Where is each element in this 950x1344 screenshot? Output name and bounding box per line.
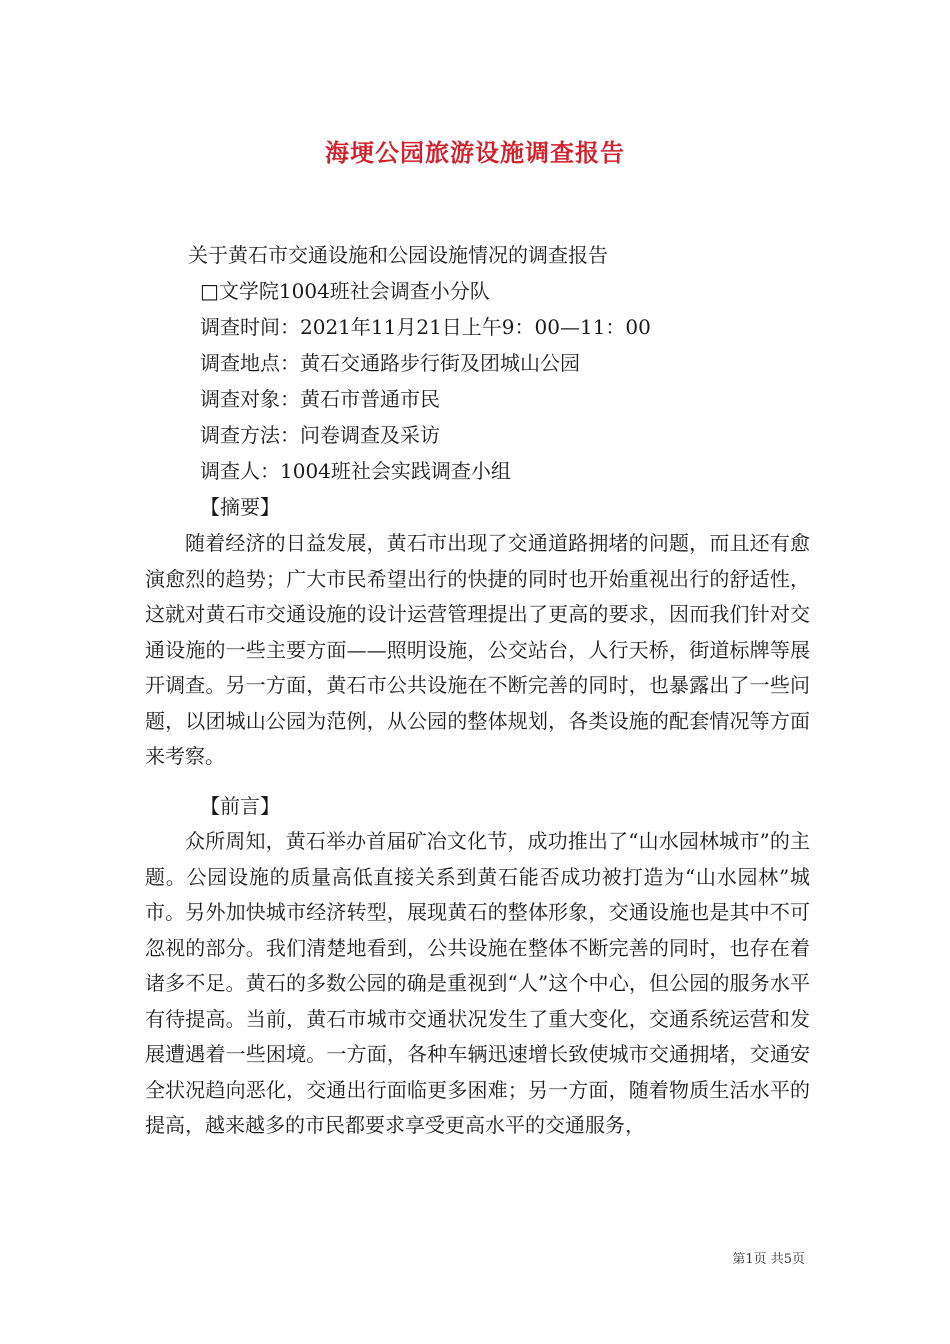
report-subtitle: 关于黄石市交通设施和公园设施情况的调查报告 [188, 243, 608, 267]
document-title: 海埂公园旅游设施调查报告 [325, 138, 625, 167]
survey-investigator: 调查人：1004班社会实践调查小组 [200, 459, 511, 483]
preface-paragraph: 众所周知，黄石举办首届矿冶文化节，成功推出了“山水园林城市”的主题。公园设施的质量高低直接关系到黄石能否成功被打造为“山水园林”城市。另外加快城市经济转型，展现黄石的整体形象，交通设施也是其中不可忽视的部分。我们清楚地看到，公共设施在整体不断完善的同时，也存在着诸多不足。黄石的多数公园的确是重视到“人”这个中心，但公园的服务水平有待提高。当前，黄石市城市交通状况发生了重大变化，交通系统运营和发展遭遇着一些困境。一方面，各种车辆迅速增长致使城市交通拥堵，交通安全状况趋向恶化，交通出行面临更多困难；另一方面，随着物质生活水平的提高，越来越多的市民都要求享受更高水平的交通服务， [145, 829, 810, 1137]
preface-heading: 【前言】 [200, 794, 280, 818]
abstract-heading: 【摘要】 [200, 495, 280, 519]
team-line: □文学院1004班社会调查小分队 [200, 279, 490, 303]
survey-time: 调查时间：2021年11月21日上午9：00—11：00 [200, 315, 651, 339]
survey-method: 调查方法：问卷调查及采访 [200, 423, 440, 447]
survey-target: 调查对象：黄石市普通市民 [200, 387, 440, 411]
page-indicator: 第1页 共5页 [732, 1252, 805, 1267]
survey-location: 调查地点：黄石交通路步行街及团城山公园 [200, 351, 580, 375]
abstract-paragraph: 随着经济的日益发展，黄石市出现了交通道路拥堵的问题，而且还有愈演愈烈的趋势；广大市民希望出行的快捷的同时也开始重视出行的舒适性，这就对黄石市交通设施的设计运营管理提出了更高的要求，因而我们针对交通设施的一些主要方面——照明设施，公交站台，人行天桥，街道标牌等展开调查。另一方面，黄石市公共设施在不断完善的同时，也暴露出了一些问题，以团城山公园为范例，从公园的整体规划，各类设施的配套情况等方面来考察。 [145, 531, 810, 768]
